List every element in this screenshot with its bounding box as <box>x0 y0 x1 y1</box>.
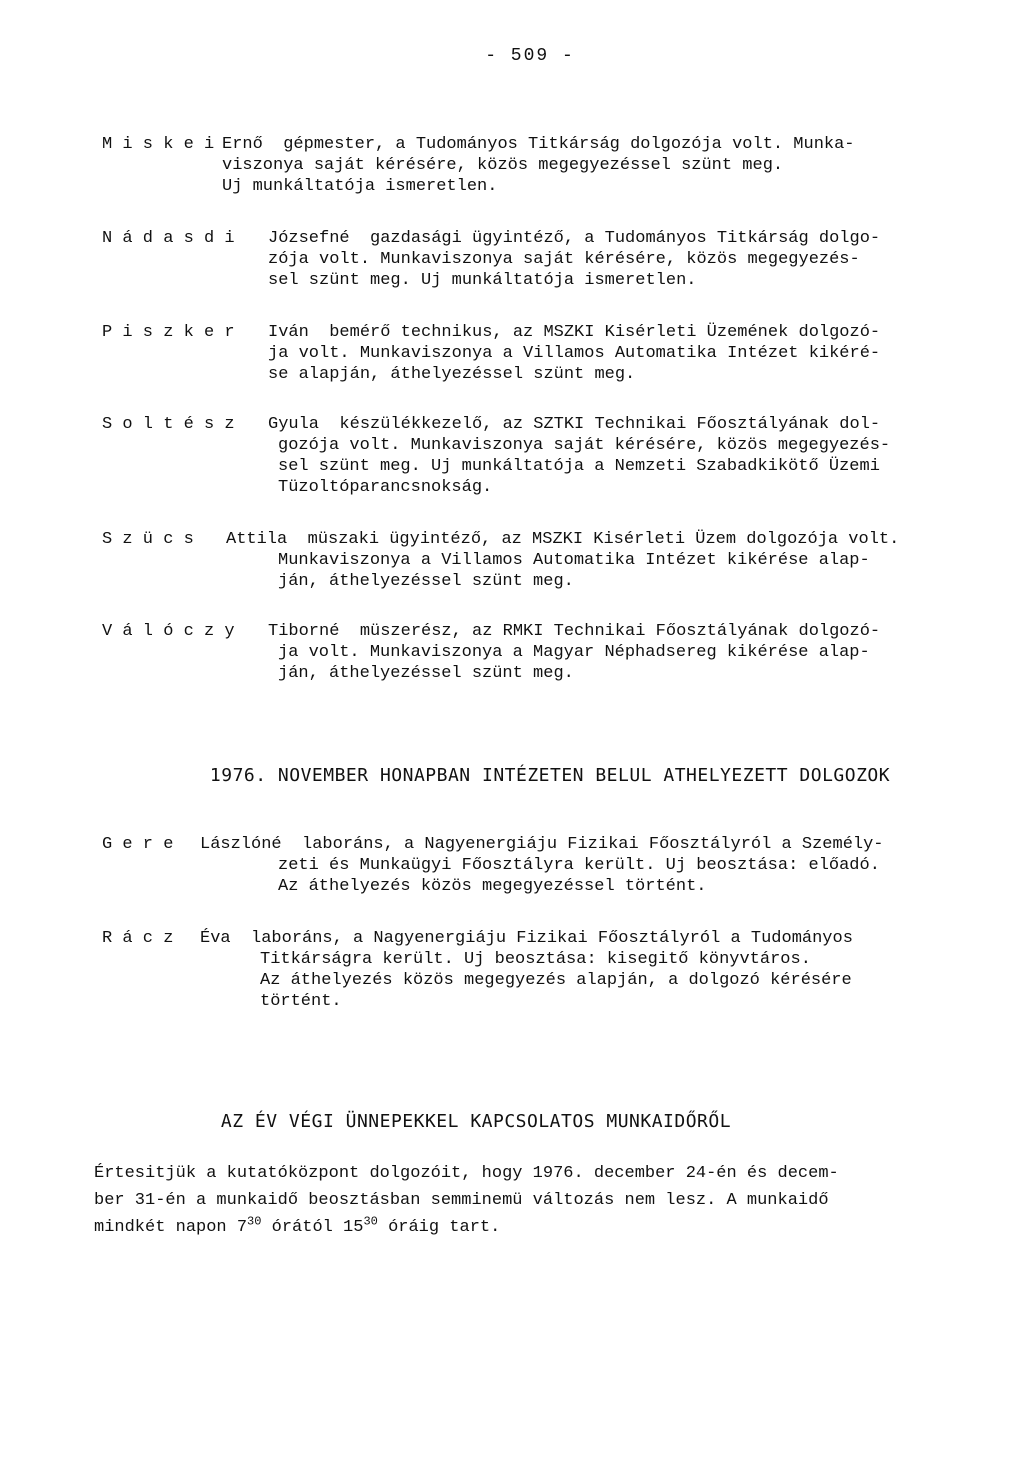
entry-text: ja volt. Munkaviszonya a Magyar Néphadsereg kikérése alap- <box>278 643 870 662</box>
entry-text: ja volt. Munkaviszonya a Villamos Automatika Intézet kikéré- <box>268 344 881 363</box>
holiday-line <box>94 1214 954 1241</box>
entry-text: Az áthelyezés közös megegyezés alapján, a dolgozó kérésére <box>260 971 852 990</box>
entry-text: Ernő gépmester, a Tudományos Titkárság dolgozója volt. Munka- <box>222 135 855 154</box>
entry-name: N á d a s d i <box>102 229 235 248</box>
entry-text: gozója volt. Munkaviszonya saját kérésére, közös megegyezés- <box>278 436 891 455</box>
entry-racz <box>102 928 952 1012</box>
entry-text: Iván bemérő technikus, az MSZKI Kisérleti Üzemének dolgozó- <box>268 323 881 342</box>
entry-name: G e r e <box>102 835 174 854</box>
holiday-text: óráig tart. <box>377 1218 501 1237</box>
entry-piszker <box>102 322 952 385</box>
entry-text: sel szünt meg. Uj munkáltatója ismeretlen. <box>268 271 697 290</box>
entry-text: Tüzoltóparancsnokság. <box>278 478 493 497</box>
entry-text: Uj munkáltatója ismeretlen. <box>222 177 498 196</box>
holiday-line: Értesitjük a kutatóközpont dolgozóit, hogy 1976. december 24-én és decem- <box>94 1164 839 1183</box>
entry-text: Munkaviszonya a Villamos Automatika Intézet kikérése alap- <box>278 551 870 570</box>
holiday-text: mindkét napon 7 <box>94 1218 248 1237</box>
entry-name: R á c z <box>102 929 174 948</box>
entry-text: Tiborné müszerész, az RMKI Technikai Főosztályának dolgozó- <box>268 622 881 641</box>
holiday-text: órától 15 <box>261 1218 364 1237</box>
entry-name: V á l ó c z y <box>102 622 235 641</box>
entry-szucs <box>102 529 952 592</box>
entry-soltesz <box>102 414 952 498</box>
entry-text: Attila müszaki ügyintéző, az MSZKI Kisérleti Üzem dolgozója volt. <box>226 530 900 549</box>
page-number: - 509 - <box>485 46 575 66</box>
entry-text: Lászlóné laboráns, a Nagyenergiáju Fizikai Főosztályról a Személy- <box>200 835 884 854</box>
entry-nadasdi <box>102 228 952 291</box>
entry-text: ján, áthelyezéssel szünt meg. <box>278 664 574 683</box>
entry-name: M i s k e i <box>102 135 215 154</box>
entry-text: ján, áthelyezéssel szünt meg. <box>278 572 574 591</box>
entry-name: S o l t é s z <box>102 415 235 434</box>
entry-text: Éva laboráns, a Nagyenergiáju Fizikai Főosztályról a Tudományos <box>200 929 853 948</box>
entry-miskei <box>102 134 952 197</box>
holiday-line: ber 31-én a munkaidő beosztásban semminemü változás nem lesz. A munkaidő <box>94 1191 829 1210</box>
holiday-paragraph <box>94 1160 954 1241</box>
entry-text: sel szünt meg. Uj munkáltatója a Nemzeti Szabadkikötő Üzemi <box>278 457 880 476</box>
entry-name: P i s z k e r <box>102 323 235 342</box>
section-heading-holidays: AZ ÉV VÉGI ÜNNEPEKKEL KAPCSOLATOS MUNKAIDŐRŐL <box>220 1111 732 1132</box>
entry-text: Gyula készülékkezelő, az SZTKI Technikai Főosztályának dol- <box>268 415 881 434</box>
entry-text: történt. <box>260 992 342 1011</box>
section-heading-transfers: 1976. NOVEMBER HONAPBAN INTÉZETEN BELUL ATHELYEZETT DOLGOZOK <box>209 765 891 786</box>
entry-text: se alapján, áthelyezéssel szünt meg. <box>268 365 636 384</box>
entry-gere <box>102 834 952 897</box>
entry-text: Titkárságra került. Uj beosztása: kisegitő könyvtáros. <box>260 950 811 969</box>
entry-text: Józsefné gazdasági ügyintéző, a Tudományos Titkárság dolgo- <box>268 229 881 248</box>
entry-valoczy <box>102 621 952 684</box>
time-superscript: 30 <box>247 1214 262 1229</box>
entry-text: viszonya saját kérésére, közös megegyezéssel szünt meg. <box>222 156 784 175</box>
entry-text: zója volt. Munkaviszonya saját kérésére, közös megegyezés- <box>268 250 860 269</box>
entry-text: zeti és Munkaügyi Főosztályra került. Uj beosztása: előadó. <box>278 856 880 875</box>
entry-text: Az áthelyezés közös megegyezéssel történt. <box>278 877 707 896</box>
time-superscript: 30 <box>363 1214 378 1229</box>
entry-name: S z ü c s <box>102 530 194 549</box>
